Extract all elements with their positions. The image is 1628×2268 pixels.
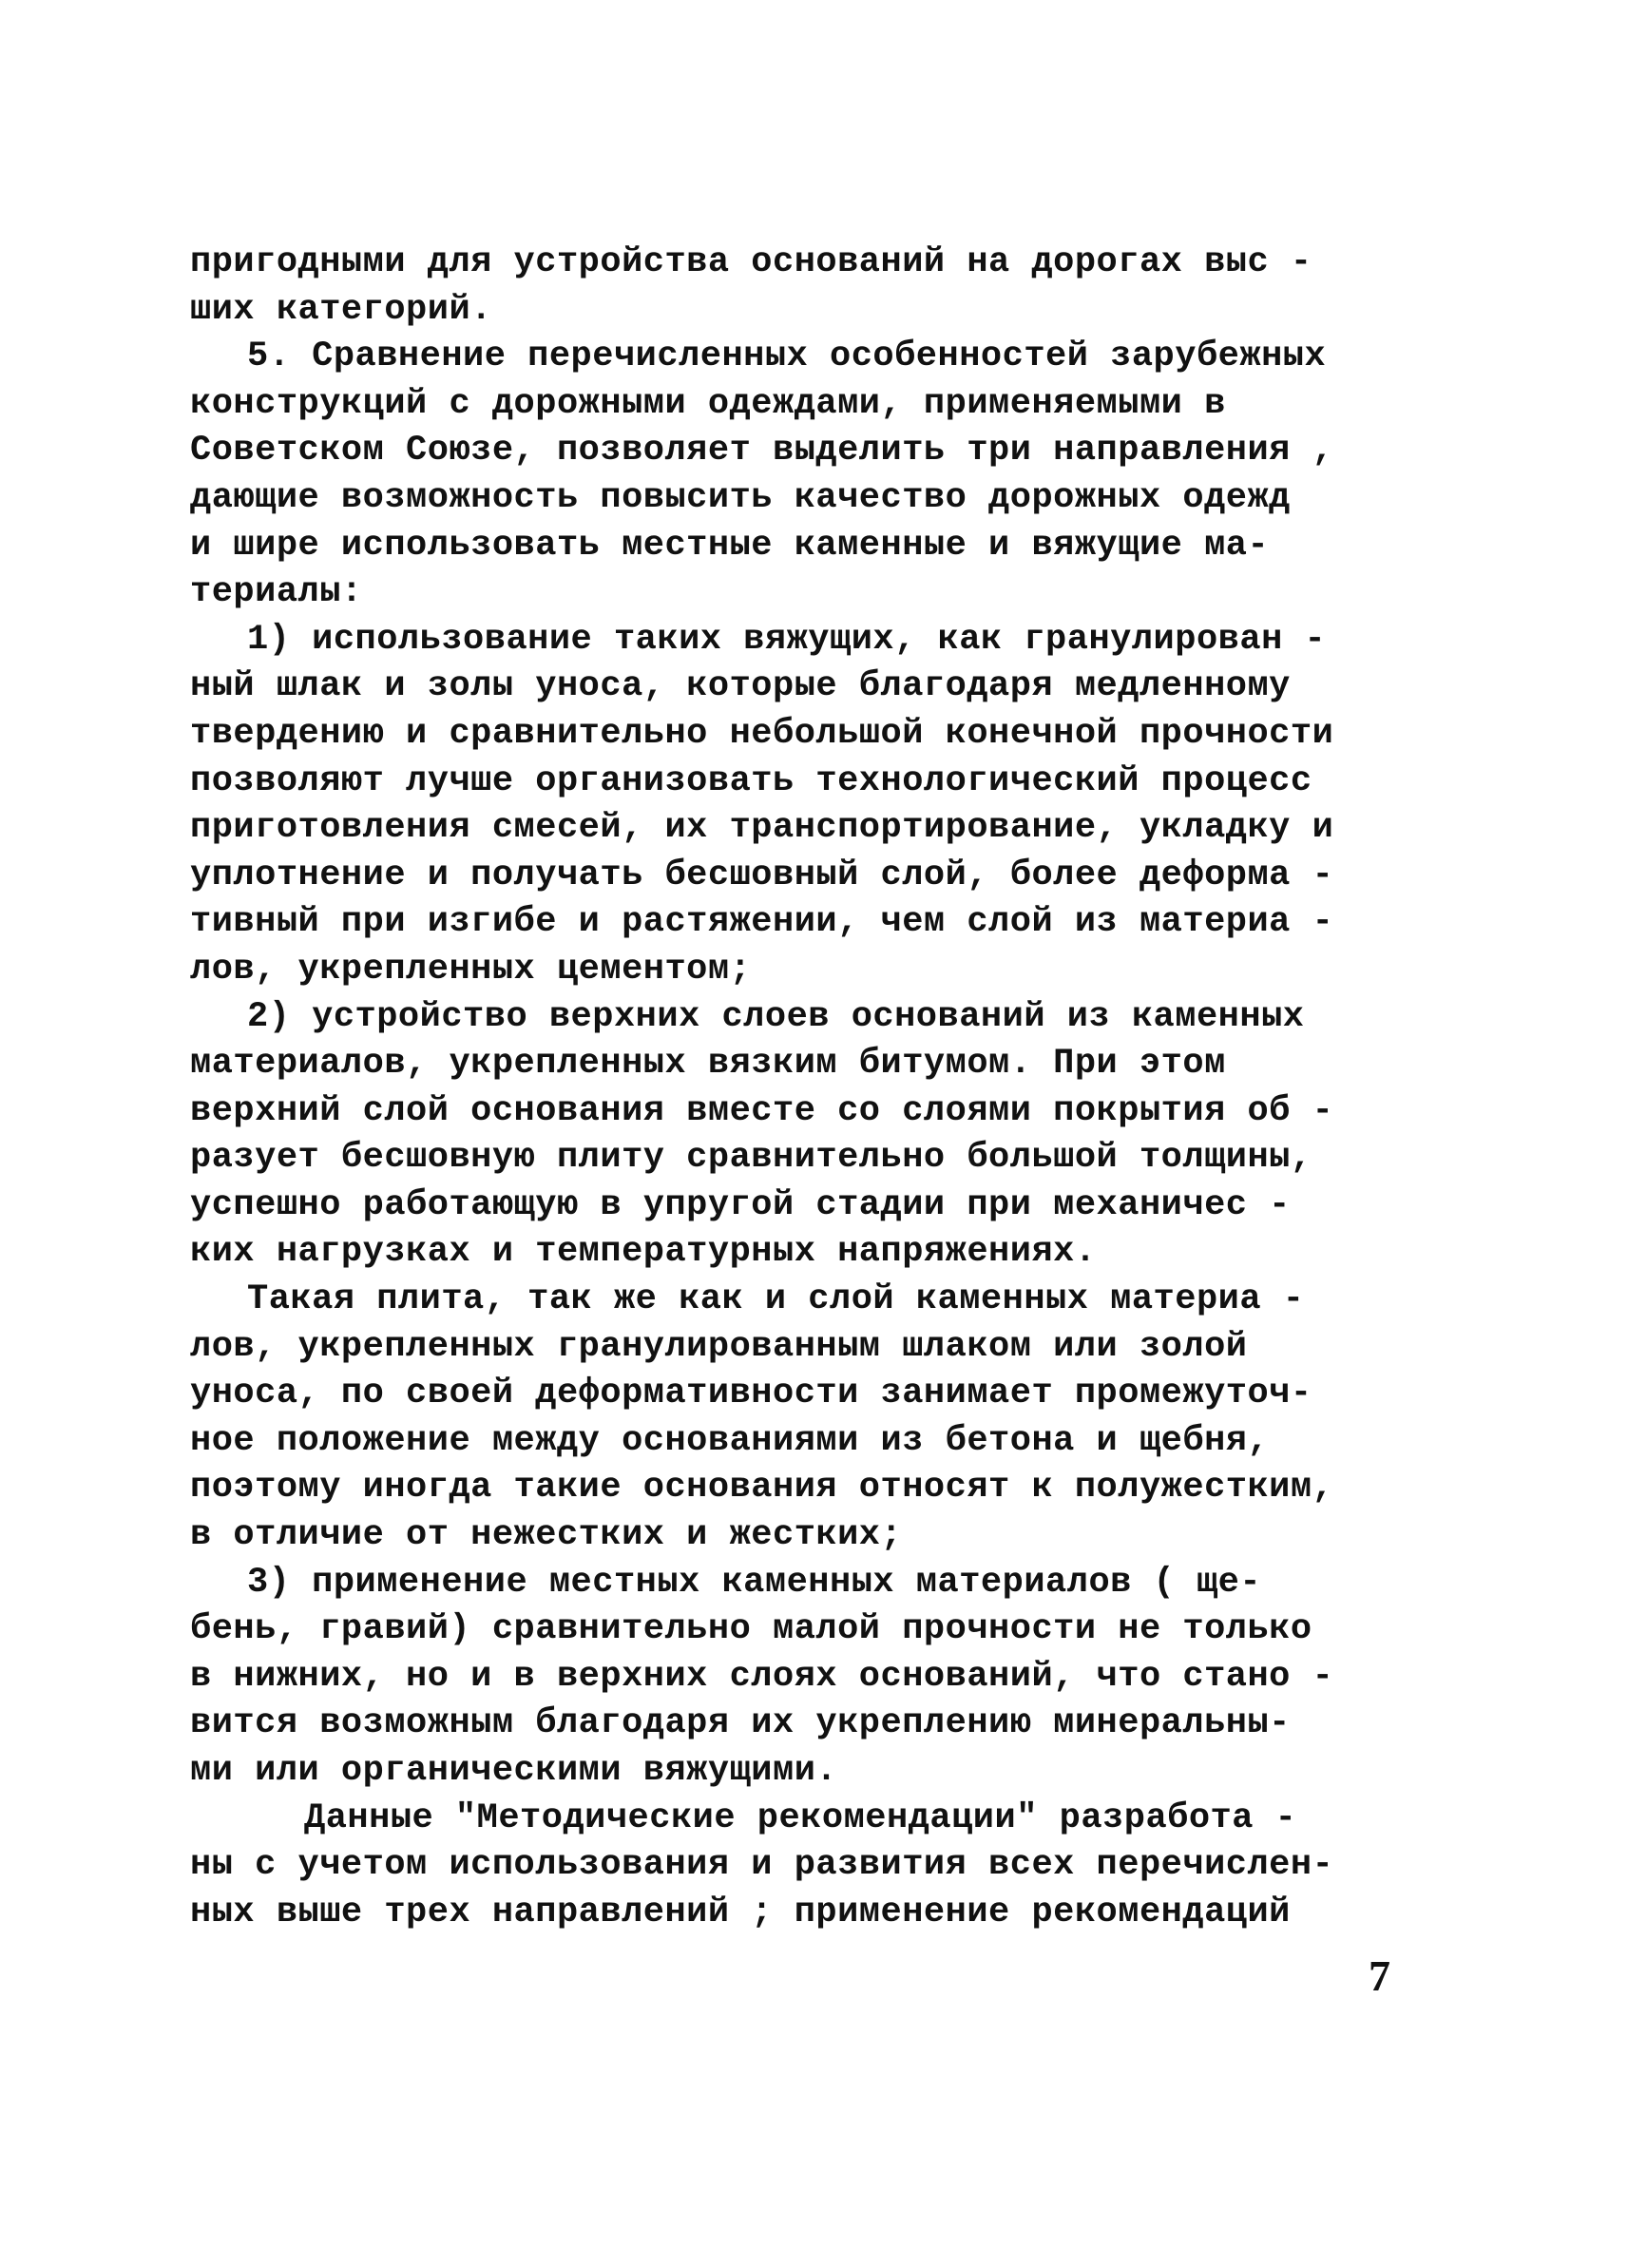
- text-line: верхний слой основания вместе со слоями покрытия об -: [190, 1090, 1334, 1131]
- text-line: 5. Сравнение перечисленных особенностей зарубежных: [247, 336, 1327, 377]
- text-line: 2) устройство верхних слоев оснований из каменных: [247, 996, 1305, 1037]
- text-line: конструкций с дорожными одеждами, применяемыми в: [190, 383, 1226, 424]
- text-line: ный шлак и золы уноса, которые благодаря медленному: [190, 666, 1291, 707]
- text-line: поэтому иногда такие основания относят к полужестким,: [190, 1468, 1334, 1509]
- text-line: вится возможным благодаря их укреплению минеральны-: [190, 1703, 1291, 1744]
- text-line: материалов, укрепленных вязким битумом. При этом: [190, 1044, 1226, 1085]
- text-line: твердению и сравнительно небольшой конечной прочности: [190, 713, 1334, 754]
- text-line: в отличие от нежестких и жестких;: [190, 1515, 903, 1556]
- text-line: териалы:: [190, 572, 363, 613]
- text-line: тивный при изгибе и растяжении, чем слой из материа -: [190, 902, 1334, 943]
- text-line: ми или органическими вяжущими.: [190, 1751, 838, 1791]
- text-line: уноса, по своей деформативности занимает промежуточ-: [190, 1374, 1312, 1414]
- text-line: ших категорий.: [190, 289, 492, 330]
- text-line: Данные "Методические рекомендации" разработа -: [304, 1797, 1297, 1838]
- page-number: 7: [1369, 1951, 1390, 2000]
- text-line: пригодными для устройства оснований на дорогах выс -: [190, 242, 1312, 282]
- text-line: и шире использовать местные каменные и вяжущие ма-: [190, 525, 1270, 566]
- text-line: ных выше трех направлений ; применение рекомендаций: [190, 1892, 1291, 1932]
- text-line: дающие возможность повысить качество дорожных одежд: [190, 477, 1291, 518]
- text-line: ны с учетом использования и развития всех перечислен-: [190, 1845, 1334, 1886]
- text-line: разует бесшовную плиту сравнительно большой толщины,: [190, 1138, 1312, 1179]
- text-line: успешно работающую в упругой стадии при механичес -: [190, 1184, 1291, 1225]
- text-line: Такая плита, так же как и слой каменных материа -: [247, 1279, 1305, 1320]
- text-line: ное положение между основаниями из бетона и щебня,: [190, 1420, 1270, 1461]
- text-line: лов, укрепленных гранулированным шлаком или золой: [190, 1326, 1248, 1367]
- text-line: 1) использование таких вяжущих, как гранулирован -: [247, 619, 1327, 660]
- text-line: в нижних, но и в верхних слоях оснований, что стано -: [190, 1656, 1334, 1697]
- text-line: ких нагрузках и температурных напряжениях.: [190, 1232, 1097, 1273]
- text-line: бень, гравий) сравнительно малой прочности не только: [190, 1609, 1312, 1650]
- body-text: [190, 240, 1445, 1936]
- text-line: приготовления смесей, их транспортирование, укладку и: [190, 808, 1334, 849]
- text-line: 3) применение местных каменных материалов ( ще-: [247, 1562, 1262, 1603]
- text-line: лов, укрепленных цементом;: [190, 949, 752, 990]
- text-line: позволяют лучше организовать технологический процесс: [190, 760, 1312, 801]
- text-line: Советском Союзе, позволяет выделить три направления ,: [190, 431, 1334, 471]
- text-line: уплотнение и получать бесшовный слой, более деформа -: [190, 855, 1334, 895]
